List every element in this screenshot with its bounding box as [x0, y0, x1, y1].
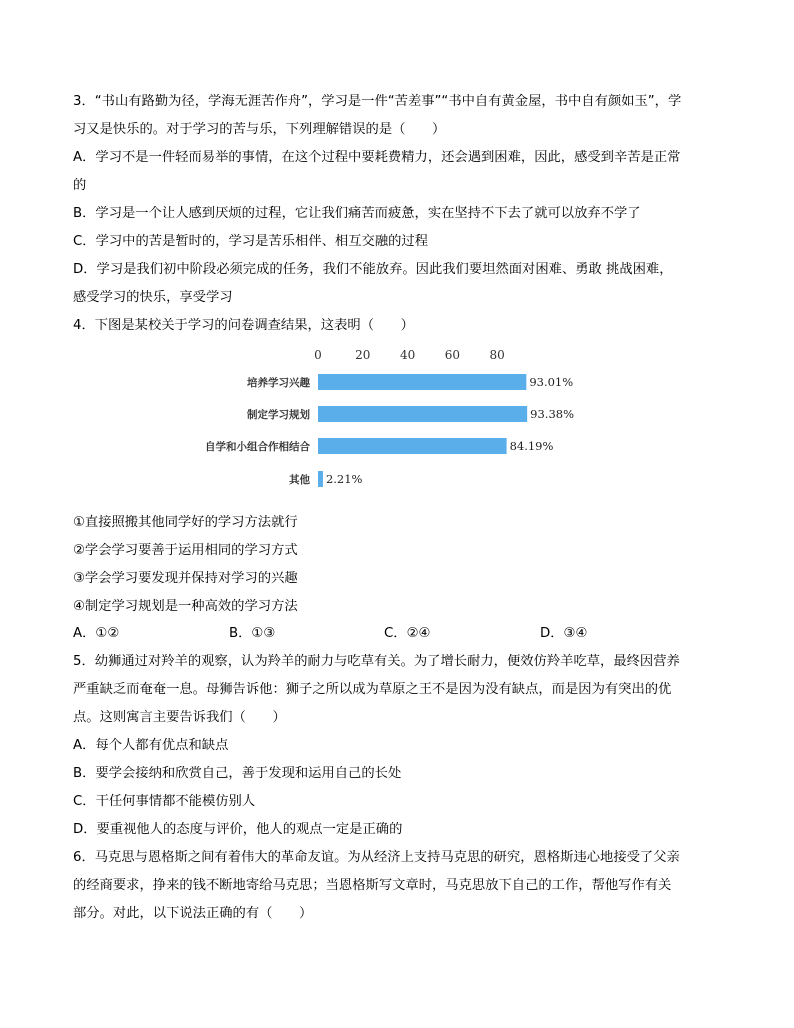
q4-statement-3: ③学会学习要发现并保持对学习的兴趣: [73, 571, 298, 586]
bar: [318, 471, 323, 487]
q3-option-d-cont: 感受学习的快乐，享受学习: [73, 290, 233, 305]
x-tick-label: 40: [399, 348, 416, 362]
q6-stem-line-2: 的经商要求，挣来的钱不断地寄给马克思；当恩格斯写文章时，马克思放下自己的工作，帮他写作有关: [73, 878, 672, 893]
bar: [318, 406, 527, 422]
category-label: 其他: [289, 474, 310, 486]
category-label: 制定学习规划: [247, 409, 310, 421]
q5-option-a: A．每个人都有优点和缺点: [73, 738, 229, 753]
q5-stem-line-3: 点。这则寓言主要告诉我们（ ）: [73, 710, 286, 725]
q5-stem-line-2: 严重缺乏而奄奄一息。母狮告诉他：狮子之所以成为草原之王不是因为没有缺点，而是因为有突出的优: [73, 682, 672, 697]
q3-stem-line-1: 3．“书山有路勤为径，学海无涯苦作舟”，学习是一件“苦差事”“书中自有黄金屋，书中自有颜如玉”，学: [73, 94, 682, 109]
x-tick-label: 0: [314, 348, 322, 362]
value-label: 2.21%: [325, 472, 363, 486]
q4-options: [73, 622, 713, 642]
q5-option-d: D．要重视他人的态度与评价，他人的观点一定是正确的: [73, 822, 403, 837]
q3-option-c: C．学习中的苦是暂时的，学习是苦乐相伴、相互交融的过程: [73, 234, 429, 249]
q5-option-c: C．干任何事情都不能模仿别人: [73, 794, 256, 809]
value-label: 84.19%: [509, 439, 554, 453]
x-tick-label: 80: [489, 348, 505, 362]
q4-option-d: D．③④: [540, 626, 588, 641]
q4-option-c: C．②④: [384, 626, 431, 641]
q3-option-b: B．学习是一个让人感到厌烦的过程，它让我们痛苦而疲惫，实在坚持不下去了就可以放弃不学了: [73, 206, 641, 221]
bar: [318, 438, 507, 454]
q6-stem-line-3: 部分。对此，以下说法正确的有（ ）: [73, 906, 313, 921]
bar: [318, 374, 526, 390]
x-tick-label: 60: [444, 348, 461, 362]
q4-statement-2: ②学会学习要善于运用相同的学习方式: [73, 543, 298, 558]
q5-stem-line-1: 5．幼狮通过对羚羊的观察，认为羚羊的耐力与吃草有关。为了增长耐力，便效仿羚羊吃草，最终因营养: [73, 654, 680, 669]
q3-option-a-cont: 的: [73, 178, 87, 193]
survey-bar-chart: [190, 345, 590, 495]
value-label: 93.38%: [530, 407, 575, 421]
q4-option-b: B．①③: [229, 626, 276, 641]
q4-option-a: A．①②: [73, 626, 120, 641]
q6-stem-line-1: 6．马克思与恩格斯之间有着伟大的革命友谊。为从经济上支持马克思的研究，恩格斯违心地接受了父亲: [73, 850, 680, 865]
q4-stem: 4．下图是某校关于学习的问卷调查结果，这表明（ ）: [73, 318, 414, 333]
value-label: 93.01%: [529, 375, 574, 389]
q3-stem-line-2: 习又是快乐的。对于学习的苦与乐，下列理解错误的是（ ）: [73, 122, 446, 137]
x-tick-label: 20: [355, 348, 371, 362]
q4-statement-4: ④制定学习规划是一种高效的学习方法: [73, 599, 298, 614]
q4-statement-1: ①直接照搬其他同学好的学习方法就行: [73, 515, 298, 530]
category-label: 自学和小组合作相结合: [205, 441, 310, 453]
q3-option-a: A．学习不是一件轻而易举的事情，在这个过程中要耗费精力，还会遇到困难，因此，感受到辛苦是正常: [73, 150, 681, 165]
q5-option-b: B．要学会接纳和欣赏自己，善于发现和运用自己的长处: [73, 766, 402, 781]
category-label: 培养学习兴趣: [247, 377, 310, 389]
q3-option-d: D．学习是我们初中阶段必须完成的任务，我们不能放弃。因此我们要坦然面对困难、勇敢 挑战困难，: [73, 262, 673, 277]
